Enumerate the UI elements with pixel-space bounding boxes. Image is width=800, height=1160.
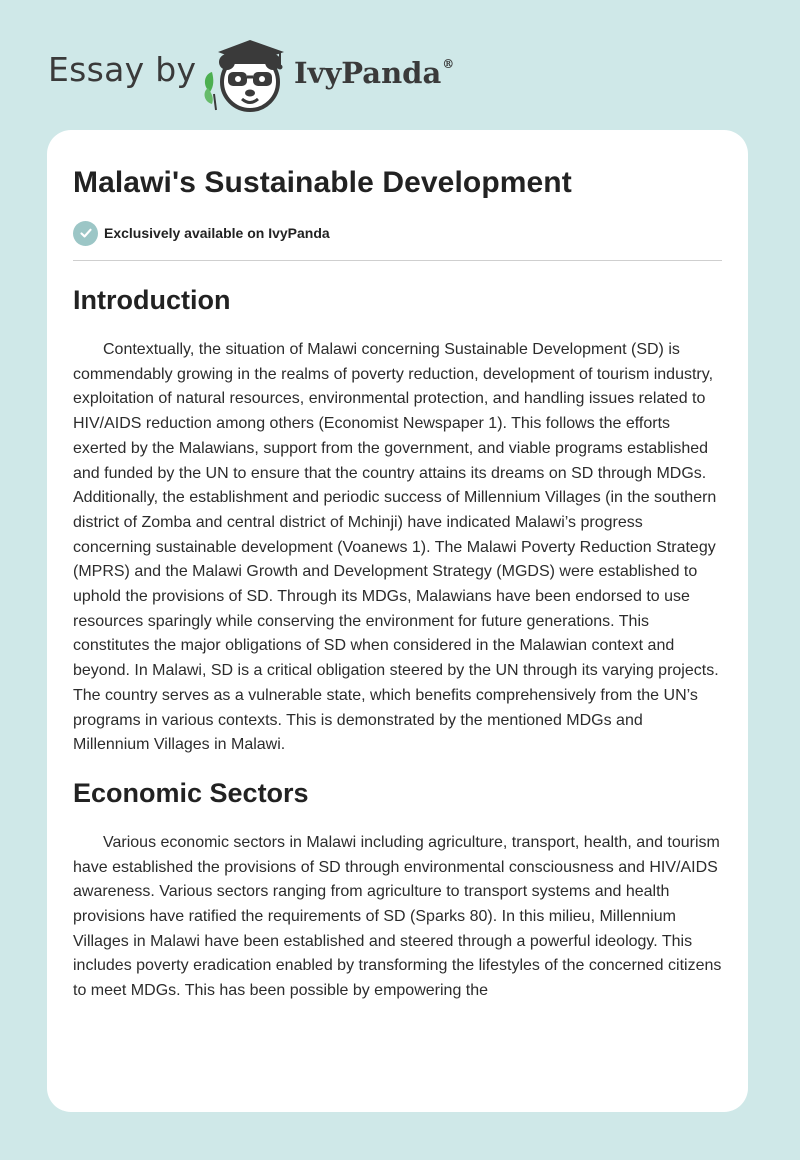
article-title: Malawi's Sustainable Development bbox=[73, 166, 572, 199]
section-body-economic-sectors: Various economic sectors in Malawi including agriculture, transport, health, and tourism have established the provisions of SD through environmental consciousness and HIV/AIDS awareness. Various sectors ranging from agriculture to transport systems and health provisions have ratified the requirements of SD (Sparks 80). In this milieu, Millennium Villages in Malawi have been established and steered through a powerful ideology. This includes poverty eradication enabled by transforming the lifestyles of the concerned citizens to meet MDGs. This has been possible by empowering the bbox=[73, 833, 722, 1000]
exclusive-badge bbox=[73, 220, 722, 246]
registered-mark: ® bbox=[442, 57, 455, 72]
section-body-introduction: Contextually, the situation of Malawi concerning Sustainable Development (SD) is commendably growing in the realms of poverty reduction, development of tourism industry, exploitation of natural resources, environmental protection, and handling issues related to HIV/AIDS reduction among others (Economist Newspaper 1). This follows the efforts exerted by the Malawians, support from the government, and viable programs established and funded by the UN to ensure that the country attains its dreams on SD through MDGs. Additionally, the establishment and periodic success of Millennium Villages (in the southern district of Zomba and central district of Mchinji) have indicated Malawi’s progress concerning sustainable development (Voanews 1). The Malawi Poverty Reduction Strategy (MPRS) and the Malawi Growth and Development Strategy (MGDS) were established to uphold the provisions of SD. Through its MDGs, Malawians have been endorsed to use resources sparingly while conserving the environment for future generations. This constitutes the major obligations of SD when considered in the Malawian context and beyond. In Malawi, SD is a critical obligation steered by the UN through its varying projects. The country serves as a vulnerable state, which benefits comprehensively from the UN’s programs in various contexts. This is demonstrated by the mentioned MDGs and Millennium Villages in Malawi. bbox=[73, 341, 719, 754]
check-icon bbox=[73, 221, 98, 246]
brand-prefix: Essay by bbox=[48, 50, 197, 89]
badge-text: Exclusively available on IvyPanda bbox=[104, 225, 330, 241]
article-card bbox=[47, 130, 748, 1112]
brand-header bbox=[48, 30, 508, 110]
section-heading-economic-sectors: Economic Sectors bbox=[73, 777, 309, 808]
brand-name: IvyPanda® bbox=[294, 56, 455, 90]
section-heading-introduction: Introduction bbox=[73, 285, 231, 315]
divider bbox=[73, 260, 722, 261]
panda-logo-icon bbox=[200, 34, 292, 114]
